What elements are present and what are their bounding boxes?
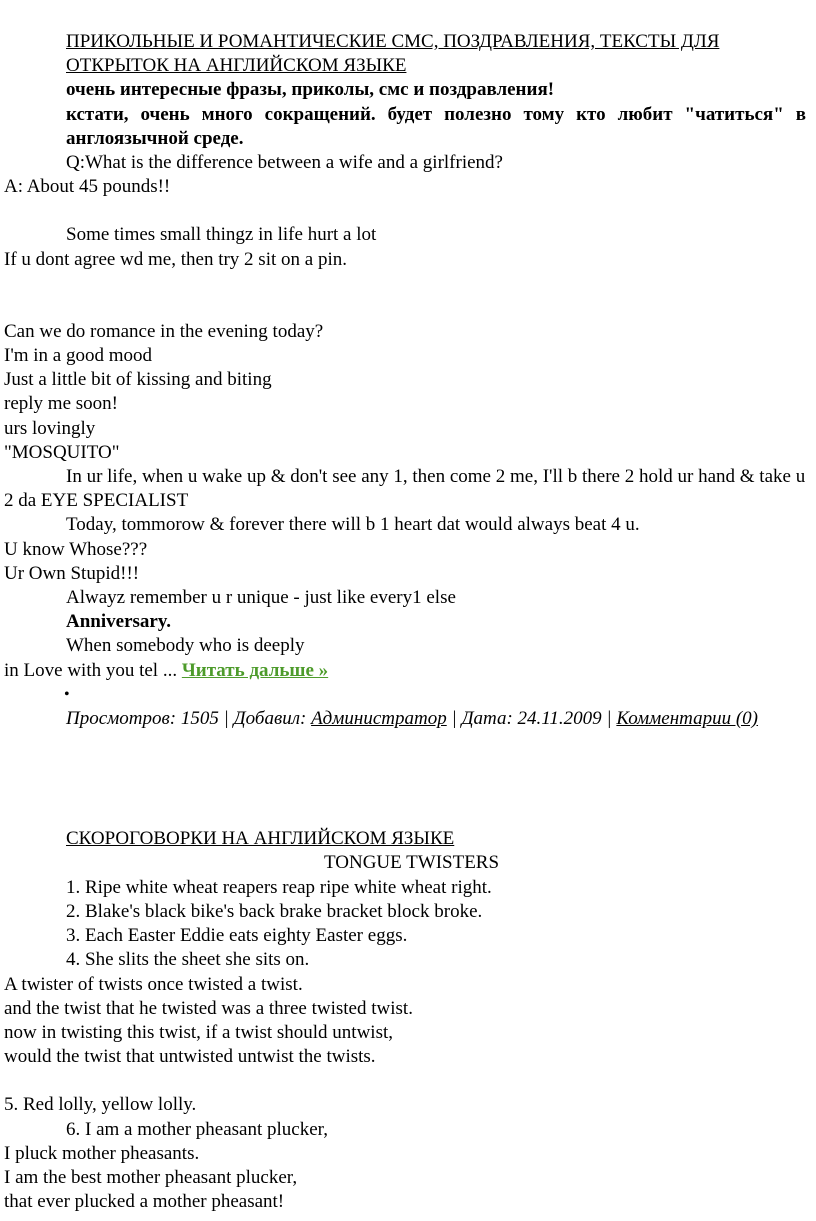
text-line: I'm in a good mood xyxy=(4,345,153,367)
text-line: Ur Own Stupid!!! xyxy=(4,562,140,584)
post-meta xyxy=(4,707,812,731)
article-title: ПРИКОЛЬНЫЕ И РОМАНТИЧЕСКИЕ СМС, ПОЗДРАВЛЕНИЯ, ТЕКСТЫ ДЛЯ ОТКРЫТОК НА АНГЛИЙСКОМ ЯЗЫКЕ xyxy=(66,31,720,77)
text-line: A twister of twists once twisted a twist. xyxy=(4,973,303,995)
text-line: "MOSQUITO" xyxy=(4,441,120,463)
intro-line: очень интересные фразы, приколы, смс и поздравления! xyxy=(66,79,555,101)
anniversary-heading: Anniversary. xyxy=(66,611,172,633)
bullet-point: • xyxy=(64,685,70,703)
text-line: that ever plucked a mother pheasant! xyxy=(4,1191,285,1213)
read-more-link[interactable]: Читать дальше » xyxy=(181,659,329,681)
text-line: now in twisting this twist, if a twist should untwist, xyxy=(4,1021,393,1043)
text-line: Alwayz remember u r unique - just like every1 else xyxy=(66,587,456,609)
list-item: 1. Ripe white wheat reapers reap ripe white wheat right. xyxy=(66,876,492,898)
text-line: If u dont agree wd me, then try 2 sit on a pin. xyxy=(4,248,347,270)
list-item: 2. Blake's black bike's back brake bracket block broke. xyxy=(66,900,483,922)
text-line: would the twist that untwisted untwist the twists. xyxy=(4,1046,376,1068)
text-line: urs lovingly xyxy=(4,417,96,439)
joke-question: Q:What is the difference between a wife and a girlfriend? xyxy=(66,152,503,174)
text-line: I am the best mother pheasant plucker, xyxy=(4,1166,298,1188)
text-line: and the twist that he twisted was a three twisted twist. xyxy=(4,997,413,1019)
article-subtitle: TONGUE TWISTERS xyxy=(324,852,500,874)
list-item: 4. She slits the sheet she sits on. xyxy=(66,949,310,971)
text-line: Can we do romance in the evening today? xyxy=(4,320,324,342)
document-page xyxy=(4,26,812,1214)
joke-answer: A: About 45 pounds!! xyxy=(4,176,171,198)
text-line: I pluck mother pheasants. xyxy=(4,1142,200,1164)
date-label: | Дата: 24.11.2009 | xyxy=(446,708,617,730)
list-item: 3. Each Easter Eddie eats eighty Easter eggs. xyxy=(66,925,408,947)
text-line: Some times small thingz in life hurt a lot xyxy=(66,224,377,246)
text-line: When somebody who is deeply xyxy=(66,635,305,657)
comments-link[interactable]: Комментарии (0) xyxy=(616,708,759,730)
author-link[interactable]: Администратор xyxy=(311,708,447,730)
list-item: 6. I am a mother pheasant plucker, xyxy=(66,1118,328,1140)
text-fragment: in Love with you tel ... xyxy=(4,659,178,681)
article-title: СКОРОГОВОРКИ НА АНГЛИЙСКОМ ЯЗЫКЕ xyxy=(66,828,455,850)
intro-line: кстати, очень много сокращений. будет полезно тому кто любит "чатиться" в англоязычной среде. xyxy=(66,103,806,149)
list-item: 5. Red lolly, yellow lolly. xyxy=(4,1094,197,1116)
views-label: Просмотров: 1505 | Добавил: xyxy=(66,708,312,730)
text-line: reply me soon! xyxy=(4,393,118,415)
text-line xyxy=(4,659,812,683)
text-line: U know Whose??? xyxy=(4,538,148,560)
text-line: Just a little bit of kissing and biting xyxy=(4,369,272,391)
text-paragraph: In ur life, when u wake up & don't see any 1, then come 2 me, I'll b there 2 hold ur hand & take u 2 da EYE SPECIALIST xyxy=(4,466,806,512)
text-line: Today, tommorow & forever there will b 1 heart dat would always beat 4 u. xyxy=(66,514,640,536)
